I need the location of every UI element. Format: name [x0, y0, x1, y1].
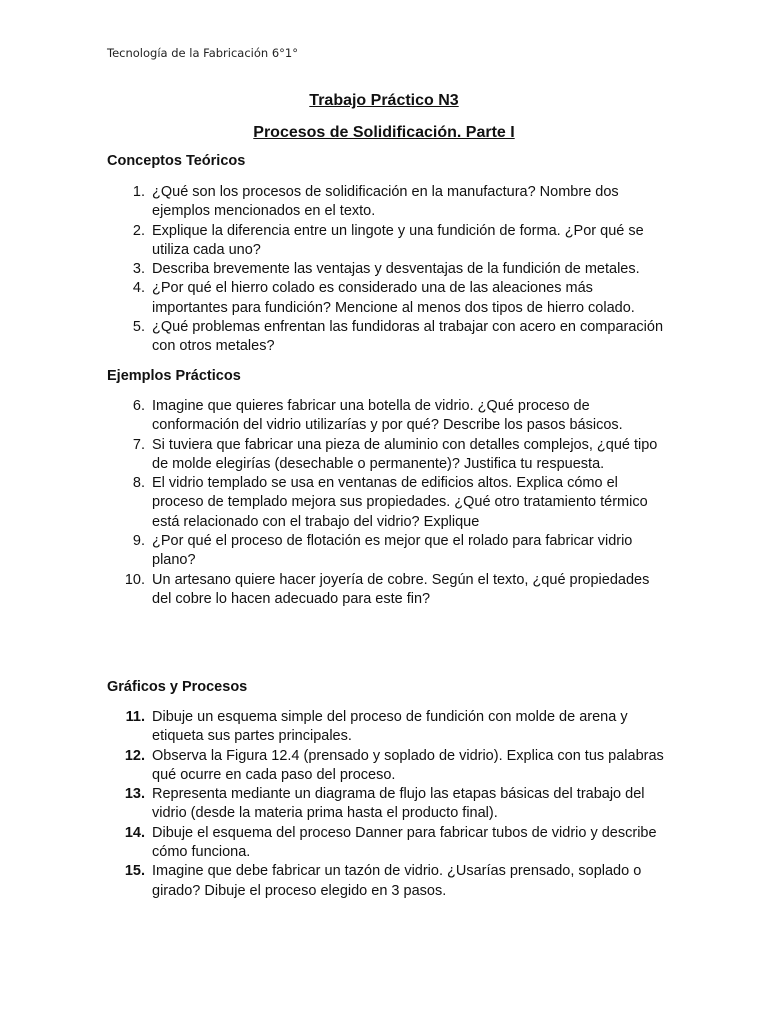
list-item	[107, 824, 667, 863]
list-item	[107, 436, 667, 475]
section-heading-conceptos: Conceptos Teóricos	[107, 153, 246, 169]
document-title: Trabajo Práctico N3	[309, 92, 459, 109]
item-text: ¿Qué son los procesos de solidificación en la manufactura? Nombre dos ejemplos mencionados en el texto.	[152, 184, 619, 220]
item-number: 1.	[132, 184, 145, 200]
item-number: 4.	[132, 280, 145, 297]
list-item	[107, 708, 667, 747]
item-number: 13.	[124, 786, 145, 803]
item-text: Representa mediante un diagrama de flujo las etapas básicas del trabajo del vidrio (desde la materia prima hasta el producto final).	[152, 786, 645, 822]
page-header: Tecnología de la Fabricación 6°1°	[107, 46, 298, 60]
item-number: 14.	[124, 824, 145, 841]
document-subtitle: Procesos de Solidificación. Parte I	[253, 124, 515, 141]
list-item	[107, 260, 667, 279]
item-text: Describa brevemente las ventajas y desventajas de la fundición de metales.	[152, 261, 640, 278]
item-text: Explique la diferencia entre un lingote y una fundición de forma. ¿Por qué se utiliza cada uno?	[152, 222, 644, 258]
item-number: 6.	[132, 398, 145, 414]
section-heading-graficos: Gráficos y Procesos	[107, 679, 248, 695]
list-item	[107, 318, 667, 357]
item-text: Dibuje el esquema del proceso Danner para fabricar tubos de vidrio y describe cómo funciona.	[152, 824, 657, 861]
question-list-ejemplos	[107, 397, 667, 609]
list-item	[107, 862, 667, 901]
item-text: El vidrio templado se usa en ventanas de edificios altos. Explica cómo el proceso de templado mejora sus propiedades. ¿Qué otro tratamiento térmico está relacionado con el trabajo del vidrio? Explique	[152, 475, 648, 530]
item-number: 2.	[132, 222, 145, 239]
item-number: 7.	[132, 436, 145, 453]
item-number: 11.	[125, 709, 145, 725]
list-item	[107, 397, 667, 436]
question-list-graficos	[107, 708, 667, 901]
item-text: Imagine que quieres fabricar una botella de vidrio. ¿Qué proceso de conformación del vidrio utilizarías y por qué? Describe los pasos básicos.	[152, 398, 623, 434]
list-item	[107, 474, 667, 532]
item-text: ¿Qué problemas enfrentan las fundidoras al trabajar con acero en comparación con otros metales?	[152, 319, 664, 355]
list-item	[107, 222, 667, 261]
list-item	[107, 532, 667, 571]
item-text: Un artesano quiere hacer joyería de cobre. Según el texto, ¿qué propiedades del cobre lo hacen adecuado para este fin?	[152, 571, 650, 607]
item-number: 9.	[132, 533, 145, 550]
list-item	[107, 279, 667, 318]
item-number: 8.	[132, 475, 145, 492]
question-list-conceptos	[107, 183, 667, 357]
item-text: ¿Por qué el hierro colado es considerado una de las aleaciones más importantes para fundición? Mencione al menos dos tipos de hierro colado.	[152, 280, 635, 316]
item-number: 3.	[132, 261, 145, 278]
item-number: 12.	[124, 747, 145, 764]
item-text: Si tuviera que fabricar una pieza de aluminio con detalles complejos, ¿qué tipo de molde elegirías (desechable o permanente)? Justifica tu respuesta.	[152, 436, 658, 472]
item-text: ¿Por qué el proceso de flotación es mejor que el rolado para fabricar vidrio plano?	[152, 533, 633, 569]
item-number: 15.	[124, 863, 145, 880]
section-heading-ejemplos: Ejemplos Prácticos	[107, 368, 241, 384]
item-text: Observa la Figura 12.4 (prensado y soplado de vidrio). Explica con tus palabras qué ocurre en cada paso del proceso.	[152, 747, 664, 783]
list-item	[107, 571, 667, 610]
list-item	[107, 747, 667, 786]
list-item	[107, 183, 667, 222]
item-number: 5.	[132, 319, 145, 336]
item-number: 10.	[124, 571, 145, 588]
item-text: Imagine que debe fabricar un tazón de vidrio. ¿Usarías prensado, soplado o girado? Dibuje el proceso elegido en 3 pasos.	[152, 863, 642, 899]
list-item	[107, 785, 667, 824]
item-text: Dibuje un esquema simple del proceso de fundición con molde de arena y etiqueta sus partes principales.	[152, 709, 628, 745]
